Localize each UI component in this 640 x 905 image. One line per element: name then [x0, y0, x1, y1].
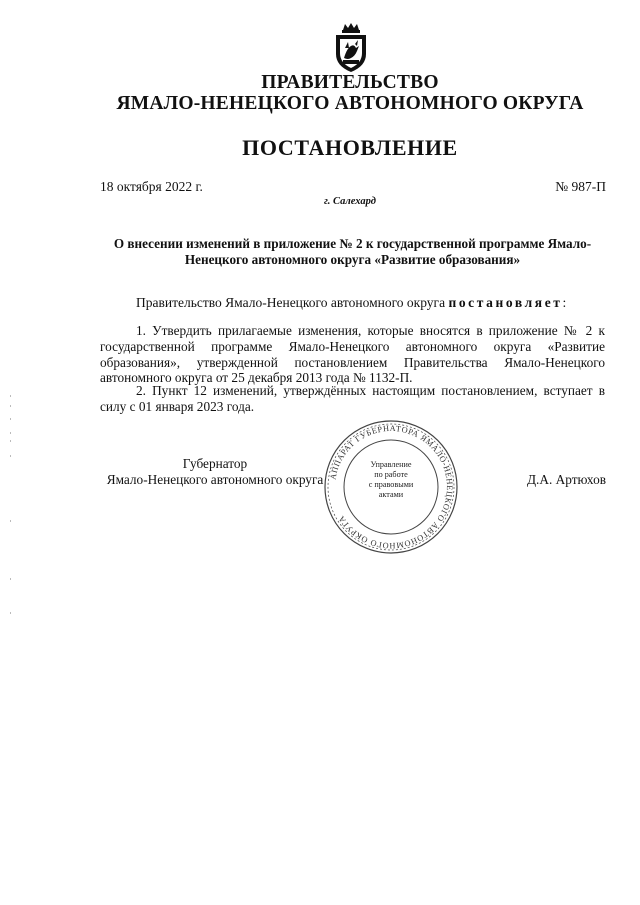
paragraph-1: 1. Утвердить прилагаемые изменения, которые вносятся в приложение № 2 к государственной программе Ямало-Ненецкого автономного округа «Развитие образования», утвержденной постановлением Правительства Ямало-Ненецкого автономного округа от 25 декабря 2013 года № 1132-П.: [100, 323, 605, 386]
preamble-text: Правительство Ямало-Ненецкого автономного округа: [136, 295, 449, 310]
preamble-emphasis: постановляет: [448, 295, 563, 310]
paragraph-2: 2. Пункт 12 изменений, утверждённых настоящим постановлением, вступает в силу с 01 января 2023 года.: [100, 383, 605, 414]
stamp-line-4: актами: [378, 490, 404, 499]
document-number: № 987-П: [555, 179, 606, 194]
stamp-line-1: Управление: [370, 460, 412, 469]
preamble-suffix: :: [562, 295, 567, 310]
region-title: ЯМАЛО-НЕНЕЦКОГО АВТОНОМНОГО ОКРУГА: [116, 93, 584, 114]
document-subject: О внесении изменений в приложение № 2 к государственной программе Ямало-Ненецкого автономного округа «Развитие образования»: [113, 236, 592, 267]
stamp-center-text: [350, 460, 432, 500]
scan-margin-marks: [8, 0, 14, 905]
stamp-ring-text: АППАРАТ ГУБЕРНАТОРА ЯМАЛО-НЕНЕЦКОГО АВТОНОМНОГО ОКРУГА: [328, 423, 455, 551]
document-type-title: ПОСТАНОВЛЕНИЕ: [242, 135, 458, 160]
signatory-title-line1: Губернатор: [182, 456, 248, 471]
government-title: ПРАВИТЕЛЬСТВО: [261, 72, 439, 93]
coat-of-arms-emblem: [331, 22, 371, 74]
signatory-title-line2: Ямало-Ненецкого автономного округа: [106, 471, 324, 487]
signatory-title: [100, 456, 330, 488]
document-date: 18 октября 2022 г.: [100, 179, 203, 194]
document-city: г. Салехард: [324, 196, 376, 207]
signatory-name: Д.А. Артюхов: [526, 472, 606, 487]
stamp-line-3: с правовыми: [368, 480, 414, 489]
stamp-line-2: по работе: [374, 470, 408, 479]
preamble: [136, 295, 566, 311]
